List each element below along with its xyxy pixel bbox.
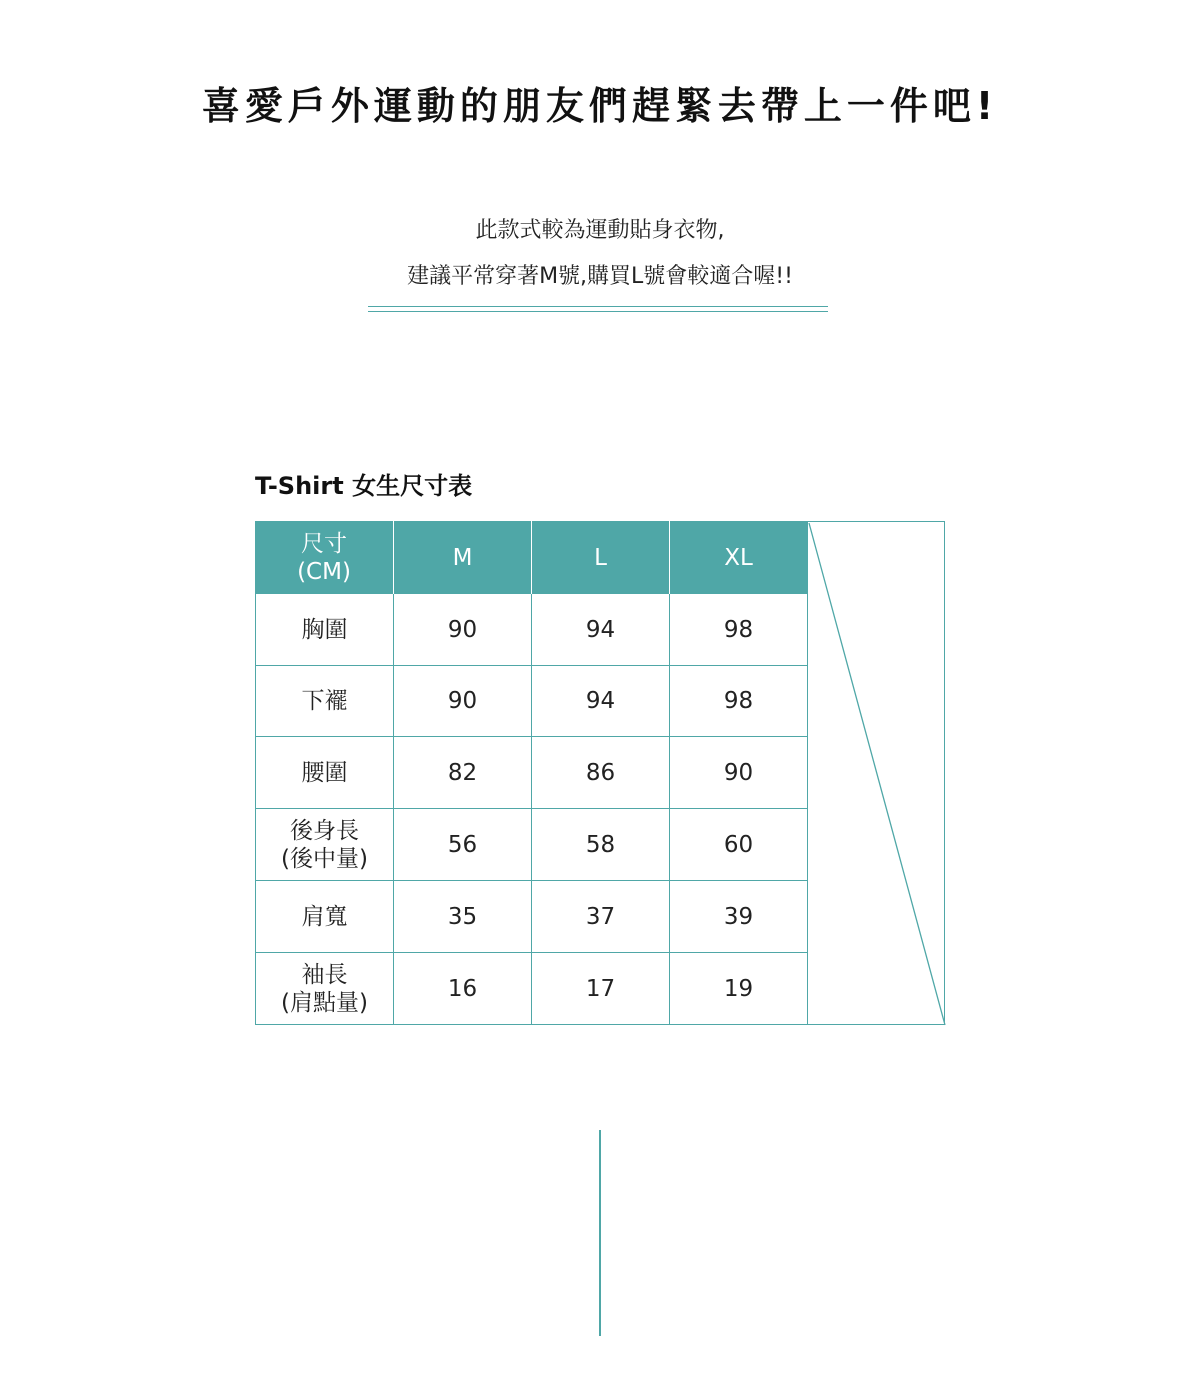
row-label-line-1: 袖長 xyxy=(301,961,348,988)
table-cell: 60 xyxy=(669,809,807,881)
row-label-back-length xyxy=(255,809,393,881)
header-label-line-2: (CM) xyxy=(297,558,351,585)
table-cell: 98 xyxy=(669,666,807,737)
table-cell: 35 xyxy=(393,881,531,953)
note-underline-top xyxy=(368,306,828,307)
header-cell-size-m: M xyxy=(393,521,531,594)
table-cell: 94 xyxy=(531,594,669,666)
table-cell: 39 xyxy=(669,881,807,953)
header-cell-size-l: L xyxy=(531,521,669,594)
row-label-waist: 腰圍 xyxy=(255,737,393,809)
header-cell-size-xl: XL xyxy=(669,521,807,594)
header-label-line-1: 尺寸 xyxy=(300,530,347,557)
table-cell: 90 xyxy=(669,737,807,809)
note-underline-bottom xyxy=(368,311,828,312)
size-chart-table xyxy=(255,521,945,1025)
table-cell: 90 xyxy=(393,666,531,737)
table-cell: 94 xyxy=(531,666,669,737)
table-cell: 90 xyxy=(393,594,531,666)
table-cell: 56 xyxy=(393,809,531,881)
row-label-shoulder-width: 肩寬 xyxy=(255,881,393,953)
row-label-line-1: 後身長 xyxy=(289,817,359,844)
table-cell: 16 xyxy=(393,953,531,1025)
table-cell: 19 xyxy=(669,953,807,1025)
header-cell-size-label xyxy=(255,521,393,594)
vertical-divider-line xyxy=(599,1130,601,1336)
table-cell: 82 xyxy=(393,737,531,809)
table-cell: 37 xyxy=(531,881,669,953)
page-headline: 喜愛戶外運動的朋友們趕緊去帶上一件吧! xyxy=(201,84,999,128)
diagonal-line xyxy=(809,523,945,1025)
row-label-line-2: (肩點量) xyxy=(281,989,368,1016)
row-label-hem: 下襬 xyxy=(255,666,393,737)
row-label-line-2: (後中量) xyxy=(281,845,368,872)
table-cell: 98 xyxy=(669,594,807,666)
table-cell: 58 xyxy=(531,809,669,881)
row-label-sleeve-length xyxy=(255,953,393,1025)
diagonal-decoration-panel xyxy=(807,521,945,1025)
size-chart-title: T-Shirt 女生尺寸表 xyxy=(255,472,473,500)
row-label-chest: 胸圍 xyxy=(255,594,393,666)
table-cell: 17 xyxy=(531,953,669,1025)
fit-note-line-2: 建議平常穿著M號,購買L號會較適合喔!! xyxy=(407,264,793,289)
table-cell: 86 xyxy=(531,737,669,809)
fit-note-line-1: 此款式較為運動貼身衣物, xyxy=(475,218,725,243)
diagonal-line-graphic xyxy=(808,522,946,1026)
